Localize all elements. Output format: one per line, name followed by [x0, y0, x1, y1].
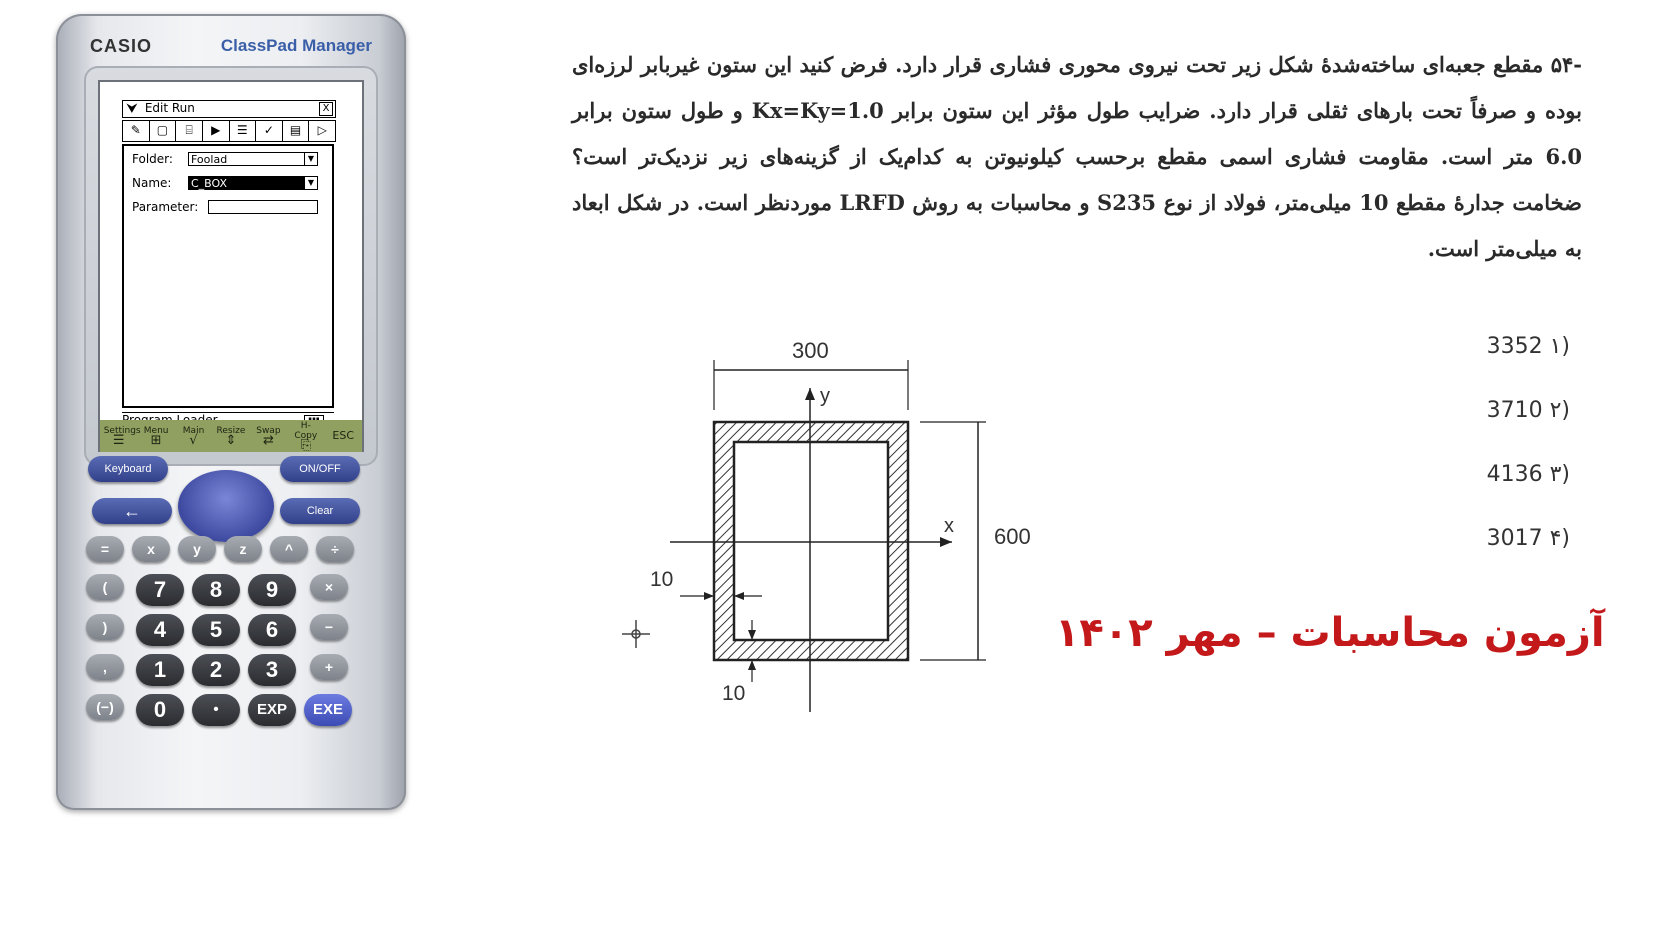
- softkey-esc[interactable]: [328, 431, 358, 441]
- option-label: (۴: [1549, 526, 1570, 551]
- softkey-label: H-Copy: [294, 421, 318, 441]
- name-value: C_BOX: [191, 177, 228, 190]
- grid-icon[interactable]: ▤: [283, 121, 310, 141]
- question-number: -۵۴: [1550, 52, 1582, 77]
- key-4-0[interactable]: (−): [86, 694, 124, 720]
- chevron-down-icon[interactable]: ▼: [304, 177, 317, 189]
- softkey-settings[interactable]: [103, 426, 141, 448]
- menu-bar[interactable]: [122, 100, 336, 118]
- list-icon[interactable]: ☰: [230, 121, 257, 141]
- key-4-3[interactable]: EXP: [248, 694, 296, 726]
- dpad-cursor-pad[interactable]: [178, 470, 274, 542]
- softkey-icon: ☰: [112, 433, 125, 448]
- box-section-diagram: [650, 330, 1060, 730]
- key-4-1[interactable]: 0: [136, 694, 184, 726]
- key-0-3[interactable]: z: [224, 536, 262, 562]
- parameter-label: Parameter:: [132, 200, 199, 214]
- key-2-2[interactable]: 5: [192, 614, 240, 646]
- y-axis-label: y: [820, 385, 830, 407]
- play-icon[interactable]: ▶: [203, 121, 230, 141]
- softkey-icon: ⎘: [300, 438, 312, 453]
- x-axis-label: x: [944, 515, 954, 537]
- key-3-0[interactable]: ,: [86, 654, 124, 680]
- key-1-2[interactable]: 8: [192, 574, 240, 606]
- arrow-right-icon[interactable]: ▷: [317, 123, 327, 137]
- key-4-2[interactable]: •: [192, 694, 240, 726]
- thickness-label-left: 10: [650, 568, 674, 591]
- softkey-hcopy[interactable]: [291, 421, 321, 451]
- softkey-icon: √: [189, 433, 198, 448]
- option-2[interactable]: [1487, 398, 1570, 423]
- open-folder-icon[interactable]: ⌸: [176, 121, 203, 141]
- softkey-label: Resize: [216, 426, 246, 436]
- keyboard-button[interactable]: Keyboard: [88, 456, 168, 482]
- name-select[interactable]: [188, 176, 318, 190]
- option-label: (۱: [1549, 334, 1570, 359]
- folder-select[interactable]: [188, 152, 318, 166]
- program-loader-form: [122, 144, 334, 408]
- question-block: [572, 42, 1582, 272]
- screen-bezel: [84, 66, 378, 466]
- key-3-3[interactable]: 3: [248, 654, 296, 686]
- key-2-4[interactable]: −: [310, 614, 348, 640]
- option-3[interactable]: [1487, 462, 1570, 487]
- key-0-2[interactable]: y: [178, 536, 216, 562]
- height-label: 600: [994, 524, 1031, 549]
- key-0-4[interactable]: ^: [270, 536, 308, 562]
- softkey-bar: [100, 420, 362, 452]
- product-name: ClassPad Manager: [220, 36, 372, 55]
- option-4[interactable]: [1487, 526, 1570, 551]
- screen-content: [114, 90, 344, 406]
- folder-label: Folder:: [132, 152, 173, 166]
- softkey-swap[interactable]: [253, 426, 283, 446]
- width-label: 300: [792, 338, 829, 363]
- key-0-1[interactable]: x: [132, 536, 170, 562]
- menu-chevron-icon[interactable]: ⮟: [126, 101, 138, 115]
- option-value: 3017: [1486, 526, 1543, 551]
- back-arrow-button[interactable]: ←: [92, 498, 172, 524]
- softkey-main[interactable]: [179, 426, 209, 446]
- softkey-icon: ⇄: [262, 433, 274, 448]
- option-label: (۲: [1549, 398, 1570, 423]
- option-value: 3710: [1486, 398, 1543, 423]
- softkey-label: ESC: [332, 429, 355, 442]
- key-1-1[interactable]: 7: [136, 574, 184, 606]
- classpad-calculator: [56, 14, 406, 810]
- softkey-menu[interactable]: [141, 426, 171, 446]
- option-value: 3352: [1486, 334, 1543, 359]
- check-icon[interactable]: ✓: [256, 121, 283, 141]
- key-1-3[interactable]: 9: [248, 574, 296, 606]
- name-label: Name:: [132, 176, 172, 190]
- option-value: 4136: [1486, 462, 1543, 487]
- close-icon[interactable]: X: [319, 102, 333, 116]
- softkey-label: Menu: [143, 426, 169, 436]
- new-file-icon[interactable]: ▢: [150, 121, 177, 141]
- onoff-button[interactable]: ON/OFF: [280, 456, 360, 482]
- parameter-input[interactable]: [208, 200, 318, 214]
- brand-logo: CASIO: [90, 36, 153, 56]
- edit-icon[interactable]: ✎: [123, 121, 150, 141]
- key-0-0[interactable]: =: [86, 536, 124, 562]
- softkey-resize[interactable]: [216, 426, 246, 446]
- key-0-5[interactable]: ÷: [316, 536, 354, 562]
- key-2-0[interactable]: ): [86, 614, 124, 640]
- softkey-label: Main: [182, 426, 205, 436]
- softkey-icon: ⇕: [225, 433, 237, 448]
- option-1[interactable]: [1487, 334, 1570, 359]
- key-2-3[interactable]: 6: [248, 614, 296, 646]
- softkey-icon: ⊞: [150, 433, 162, 448]
- lcd-screen: [98, 80, 364, 452]
- menu-title[interactable]: Edit Run: [144, 101, 195, 115]
- crosshair-cursor-icon: [622, 620, 650, 648]
- clear-button[interactable]: Clear: [280, 498, 360, 524]
- question-text: مقطع جعبه‌ای ساخته‌شدهٔ شکل زیر تحت نیروی محوری فشاری قرار دارد. فرض کنید این ستون غیربابر لرزه‌ای بوده و صرفاً تحت بارهای ثقلی قرار دارد. ضرایب طول مؤثر این ستون برابر Kx=Ky=1.0 و طول ستون برابر 6.0 متر است. مقاومت فشاری اسمی مقطع برحسب کیلونیوتن به کدام‌یک از گزینه‌های زیر نزدیک‌تر است؟ ضخامت جدارهٔ مقطع 10 میلی‌متر، فولاد از نوع S235 و محاسبات به روش LRFD موردنظر است. در شکل ابعاد به میلی‌متر است.: [572, 52, 1582, 261]
- chevron-down-icon[interactable]: ▼: [304, 153, 317, 165]
- key-1-4[interactable]: ×: [310, 574, 348, 600]
- section-wall: [714, 422, 908, 660]
- exam-label: آزمون محاسبات – مهر ۱۴۰۲: [1055, 610, 1605, 656]
- softkey-label: Swap: [256, 426, 281, 436]
- key-1-0[interactable]: (: [86, 574, 124, 600]
- key-3-1[interactable]: 1: [136, 654, 184, 686]
- key-2-1[interactable]: 4: [136, 614, 184, 646]
- option-label: (۳: [1549, 462, 1570, 487]
- key-3-4[interactable]: +: [310, 654, 348, 680]
- thickness-label-bottom: 10: [722, 682, 746, 705]
- toolbar: [122, 120, 336, 142]
- softkey-label: Settings: [103, 426, 141, 436]
- key-3-2[interactable]: 2: [192, 654, 240, 686]
- key-4-4[interactable]: EXE: [304, 694, 352, 726]
- folder-value: Foolad: [191, 153, 228, 166]
